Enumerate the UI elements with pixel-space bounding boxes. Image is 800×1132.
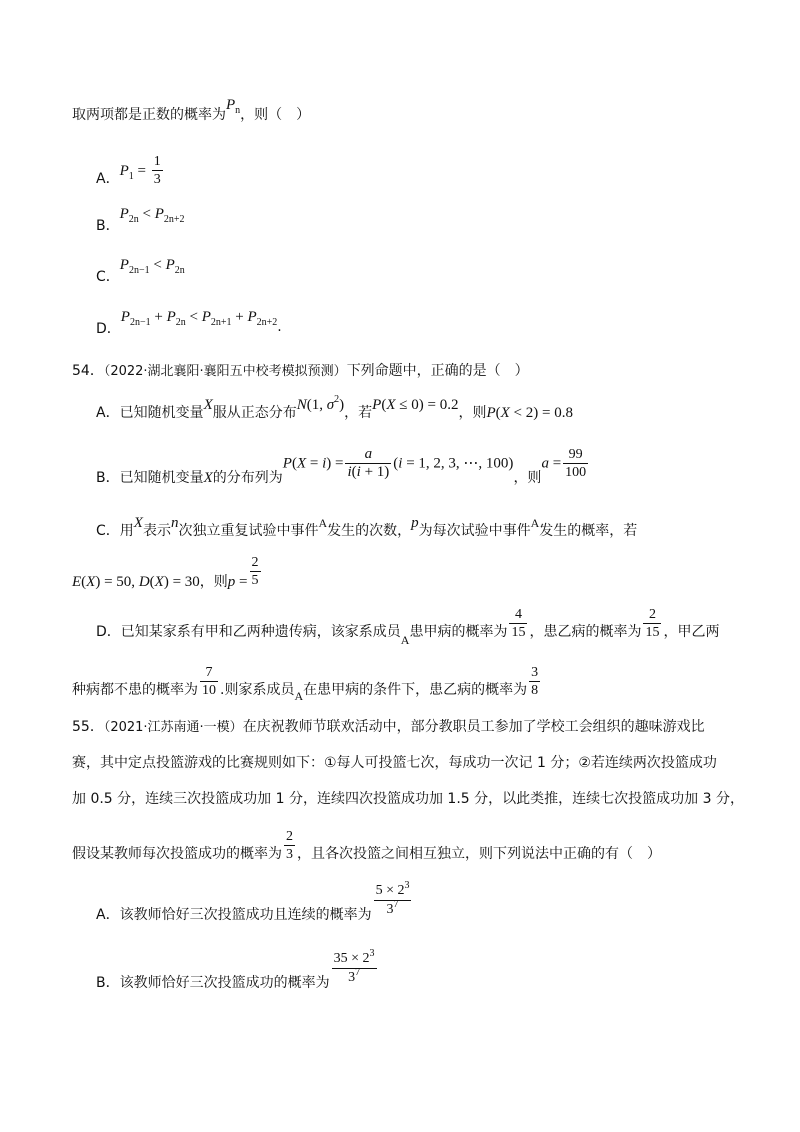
text: ，且各次投篮之间相互独立，则下列说法中正确的有（ ） [297,845,661,862]
intro-text-before: 取两项都是正数的概率为 [72,107,226,123]
text: 在患甲病的条件下，患乙病的概率为 [303,681,528,698]
math-p-le-0: P(X ≤ 0) = 0.2 [372,397,459,413]
text: 加 0.5 分，连续三次投篮成功加 1 分，连续四次投篮成功加 1.5 分，以此类推，连续七次投篮成功加 3 分， [72,791,744,807]
q54-option-b [96,446,590,486]
text: 为每次试验中事件 [418,523,531,539]
text: ，则 [458,405,487,421]
option-label: B． [96,974,120,991]
text: ，则 [199,573,228,590]
math-b: $P_{2n} < P_{2n+2}$ [119,206,185,225]
q53-option-a [96,153,165,188]
text: 发生的次数， [327,523,412,539]
math-a-eq: a = [541,455,562,472]
q55-line4 [72,828,661,863]
math-frac-2-15: $\frac{2}{15}$ [645,607,660,640]
math-frac-2-5: $\frac{2}{5}$ [251,555,259,588]
math-A: A [530,516,540,530]
text: 表示 [142,523,171,539]
math-frac-7-10: $\frac{7}{10}$ [202,665,216,698]
option-label: D． [96,623,121,640]
question-number: 55． [72,719,104,735]
text: ，则 [513,469,542,486]
text: ，患乙病的概率为 [529,623,642,640]
text: 次独立重复试验中事件 [178,523,319,539]
q55-option-b [96,948,379,991]
text: 在庆祝教师节联欢活动中，部分教职员工参加了学校工会组织的趣味游戏比 [242,719,705,735]
text: ，甲乙两 [663,623,720,640]
text: 的分布列为 [212,469,283,486]
math-p: p [411,515,419,531]
math-X: X [203,397,213,413]
math-A: A [400,632,410,647]
math-c: $P_{2n-1} < P_{2n}$ [119,257,185,276]
q53-option-c [96,254,185,285]
math-A: A [318,516,328,530]
q54-stem [72,360,529,380]
q54-option-c-line2 [72,554,263,589]
math-X: X [133,515,143,531]
math-frac-5x2^3-3^7: $\frac{5 \times 2^3}{3^7}$ [375,880,410,917]
math-p1-eq: $P_1$ = [119,162,146,182]
math-n: n [170,515,179,531]
question-source: （2021·江苏南通·一模） [103,720,243,735]
option-label: B． [96,218,120,234]
question-stem: 下列命题中，正确的是（ ） [346,363,529,379]
text: 服从正态分布 [212,405,297,421]
question-source: （2022·湖北襄阳·襄阳五中校考模拟预测） [103,364,347,379]
math-d: $P_{2n-1} + P_{2n} < P_{2n+1} + P_{2n+2}$ [120,309,278,328]
math-frac-1-3: $\frac{1}{3}$ [153,154,161,187]
text: 假设某教师每次投篮成功的概率为 [72,845,282,862]
option-label: C． [96,523,120,539]
math-range: (i = 1, 2, 3, ⋯, 100) [393,455,514,472]
option-label: B． [96,469,120,486]
q55-line3 [72,788,744,808]
option-label: A． [96,906,120,923]
q54-option-d-line2 [72,664,542,703]
math-A: A [294,688,304,703]
text: 该教师恰好三次投篮成功的概率为 [119,974,330,991]
math-frac-3-8: $\frac{3}{8}$ [531,665,539,698]
q55-line2 [72,752,717,772]
text: 种病都不患的概率为 [72,681,198,698]
text: 已知随机变量 [119,469,204,486]
text: 赛，其中定点投篮游戏的比赛规则如下：①每人可投篮七次，每成功一次记 1 分；②若连续两次投篮成功 [72,755,717,771]
text: 用 [119,523,134,539]
math-p-eq: p = [227,573,248,590]
text: 已知某家系有甲和乙两种遗传病，该家系成员 [120,623,401,640]
math-frac-35x2^3-3^7: $\frac{35 \times 2^3}{3^7}$ [333,948,375,985]
q54-option-c-line1 [96,512,638,539]
text: .则家系成员 [220,681,295,698]
math-frac-a-i: $\frac{a}{i(i + 1)}$ [347,446,390,480]
option-label: A． [96,405,120,421]
math-distribution: P(X = i) = [282,455,344,472]
text: 发生的概率，若 [539,523,638,539]
intro-text-after: ，则（ ） [240,107,311,123]
q53-option-b [96,203,185,234]
q54-option-a [96,394,573,421]
q54-option-d-line1 [96,606,720,647]
q55-option-a [96,880,413,923]
math-X: X [203,469,213,486]
math-frac-4-15: $\frac{4}{15}$ [511,607,526,640]
q55-line1 [72,716,705,736]
math-p-lt-2: P(X < 2) = 0.8 [486,405,573,421]
text: 已知随机变量 [119,405,204,421]
intro-line [72,97,311,124]
math-frac-99-100: $\frac{99}{100}$ [565,447,587,480]
option-label: C． [96,269,120,285]
text: 患甲病的概率为 [409,623,508,640]
question-number: 54． [72,363,104,379]
q53-option-d: D．$P_{2n-1} + P_{2n} < P_{2n+1} + P_{2n+2}$. [96,309,282,337]
math-normal: N(1, $\sigma^2$) [296,394,345,413]
math-expect-var: E(X) = 50, D(X) = 30 [72,573,200,590]
text: 该教师恰好三次投篮成功且连续的概率为 [119,906,372,923]
option-label: D． [96,321,121,337]
math-Pn: $P_n$ [226,97,241,116]
option-label: A． [96,170,120,187]
text: ，若 [344,405,373,421]
math-frac-2-3: $\frac{2}{3}$ [286,829,293,862]
